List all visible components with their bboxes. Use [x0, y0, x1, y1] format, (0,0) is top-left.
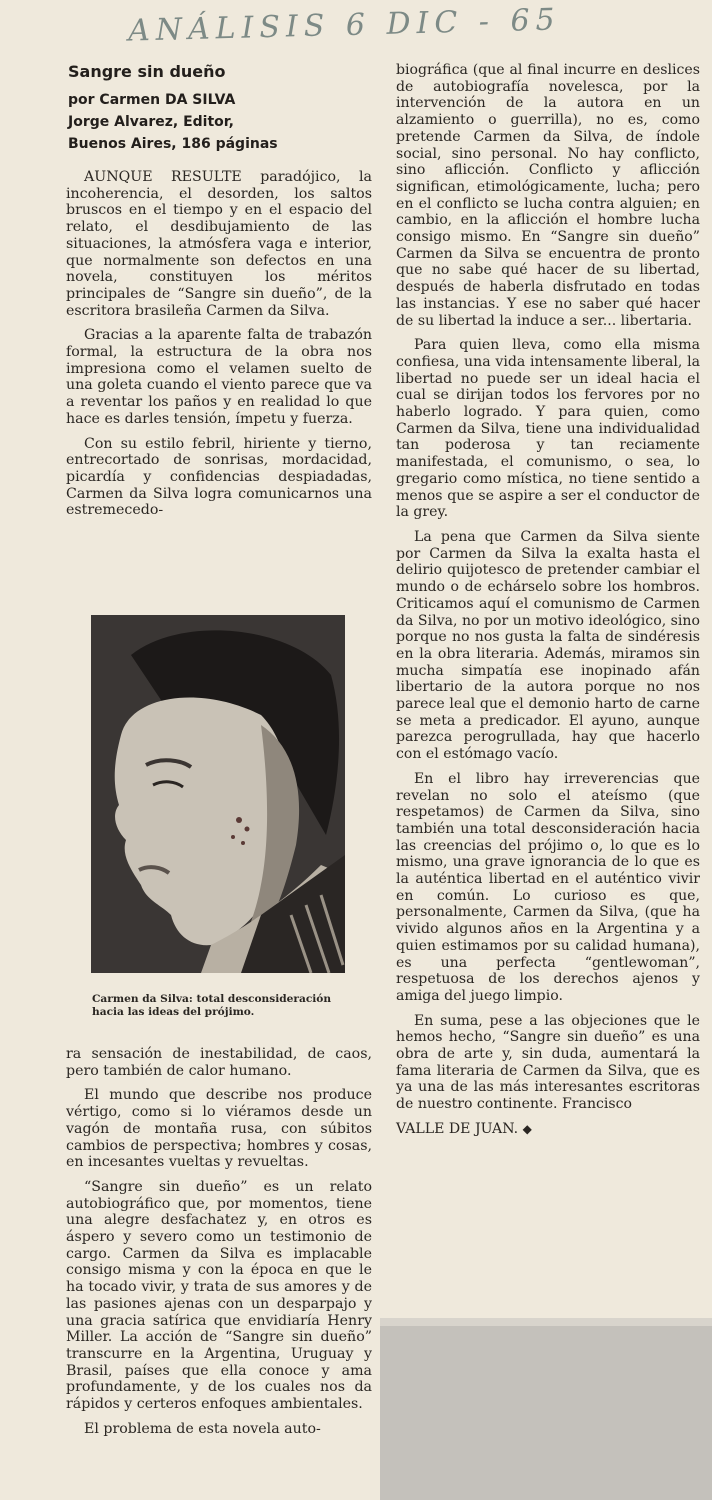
publisher-line: Jorge Alvarez, Editor,: [68, 114, 234, 130]
author-line: por Carmen DA SILVA: [68, 92, 236, 108]
paragraph: AUNQUE RESULTE paradójico, la incoherencia, el desorden, los saltos bruscos en el tiempo y en el espacio del relato, el desdibujamiento de las situaciones, la atmósfera vaga e interior, que normalmente son defectos en una novela, constituyen los méritos principales de “Sangre sin dueño”, de la escritora brasileña Carmen da Silva.: [66, 169, 372, 319]
article-title: Sangre sin dueño: [68, 62, 226, 81]
signature-line: [396, 1121, 700, 1138]
paper-backing: [380, 1318, 712, 1500]
paragraph: En el libro hay irreverencias que revelan no solo el ateísmo (que respetamos) de Carmen da Silva, sino también una total desconsideración hacia las creencias del prójimo o, lo que es lo mismo, una grave ignorancia de lo que es la auténtica libertad en el auténtico vivir en común. Lo curioso es que, personalmente, Carmen da Silva, (que ha vivido algunos años en la Argentina y a quien estimamos por su calidad humana), es una perfecta “gentlewoman”, respetuosa de los derechos ajenos y amiga del juego limpio.: [396, 770, 700, 1004]
right-column: [396, 62, 700, 1146]
end-mark-icon: ◆: [522, 1121, 532, 1136]
handwritten-annotation: ANÁLISIS 6 DIC - 65: [127, 2, 562, 49]
paragraph: Con su estilo febril, hiriente y tierno, entrecortado de sonrisas, mordacidad, picardía y confidencias despiadadas, Carmen da Silva logra comunicarnos una estremecedo-: [66, 435, 372, 519]
author-photo: [91, 615, 345, 973]
left-column: [66, 58, 372, 527]
paragraph: “Sangre sin dueño” es un relato autobiográfico que, por momentos, tiene una alegre desfachatez y, en otros es áspero y severo como un testimonio de cargo. Carmen da Silva es implacable consigo misma y con la época en que le ha tocado vivir, y trata de sus amores y de las pasiones ajenas con un desparpajo y una gracia satírica que envidiaría Henry Miller. La acción de “Sangre sin dueño” transcurre en la Argentina, Uruguay y Brasil, países que ella conoce y ama profundamente, y de los cuales nos da rápidos y certeros enfoques ambientales.: [66, 1178, 372, 1413]
paragraph: El problema de esta novela auto-: [84, 1420, 321, 1437]
paragraph: ra sensación de inestabilidad, de caos, pero también de calor humano.: [66, 1046, 372, 1079]
left-column-continued: [66, 1046, 372, 1445]
paragraph: biográfica (que al final incurre en deslices de autobiografía novelesca, por la intervención de la autora en un alzamiento o guerrilla), no es, como pretende Carmen da Silva, de índole social, sino personal. No hay conflicto, sino aflicción. Conflicto y aflicción significan, etimológicamente, lucha; pero en el conflicto se lucha contra alguien; en cambio, en la aflicción el hombre lucha consigo mismo. En “Sangre sin dueño” Carmen da Silva se encuentra de pronto que no sabe qué hacer de su libertad, después de haberla disfrutado en todas las instancias. Y ese no saber qué hacer de su libertad la induce a ser... libertaria.: [396, 62, 700, 329]
paragraph: La pena que Carmen da Silva siente por Carmen da Silva la exalta hasta el delirio quijotesco de pretender cambiar el mundo o de echárselo sobre los hombros. Criticamos aquí el comunismo de Carmen da Silva, no por un motivo ideológico, sino porque no nos gusta la falta de sindéresis en la obra literaria. Además, miramos sin mucha simpatía ese inopinado afán libertario de la autora porque no nos parece leal que el demonio harto de carne se meta a predicador. El ayuno, aunque parezca perogrullada, hay que hacerlo con el estómago vacío.: [396, 528, 700, 763]
signature: VALLE DE JUAN.: [396, 1120, 519, 1137]
article-byline: [68, 89, 372, 155]
paragraph: Gracias a la aparente falta de trabazón formal, la estructura de la obra nos impresiona como el velamen suelto de una goleta cuando el viento parece que va a reventar los paños y en realidad lo que hace es darles tensión, ímpetu y fuerza.: [66, 327, 372, 427]
paragraph: El mundo que describe nos produce vértigo, como si lo viéramos desde un vagón de montaña rusa, con súbitos cambios de perspectiva; hombres y cosas, en incesantes vueltas y revueltas.: [66, 1087, 372, 1171]
portrait-illustration: [91, 615, 345, 973]
place-pages-line: Buenos Aires, 186 páginas: [68, 136, 278, 152]
torn-edge: [380, 1318, 712, 1326]
paragraph: Para quien lleva, como ella misma confiesa, una vida intensamente liberal, la libertad no puede ser un ideal hacia el cual se dirijan todos los fervores por no haberlo logrado. Y para quien, como Carmen da Silva, tiene una individualidad tan poderosa y tan reciamente manifestada, el comunismo, o sea, lo gregario como mística, no tiene sentido a menos que se aspire a ser el conductor de la grey.: [396, 337, 700, 521]
photo-caption: Carmen da Silva: total desconsideración hacia las ideas del prójimo.: [92, 993, 332, 1018]
paragraph: En suma, pese a las objeciones que le hemos hecho, “Sangre sin dueño” es una obra de arte y, sin duda, aumentará la fama literaria de Carmen da Silva, que es ya una de las más interesantes escritoras de nuestro continente. Francisco: [396, 1012, 700, 1113]
